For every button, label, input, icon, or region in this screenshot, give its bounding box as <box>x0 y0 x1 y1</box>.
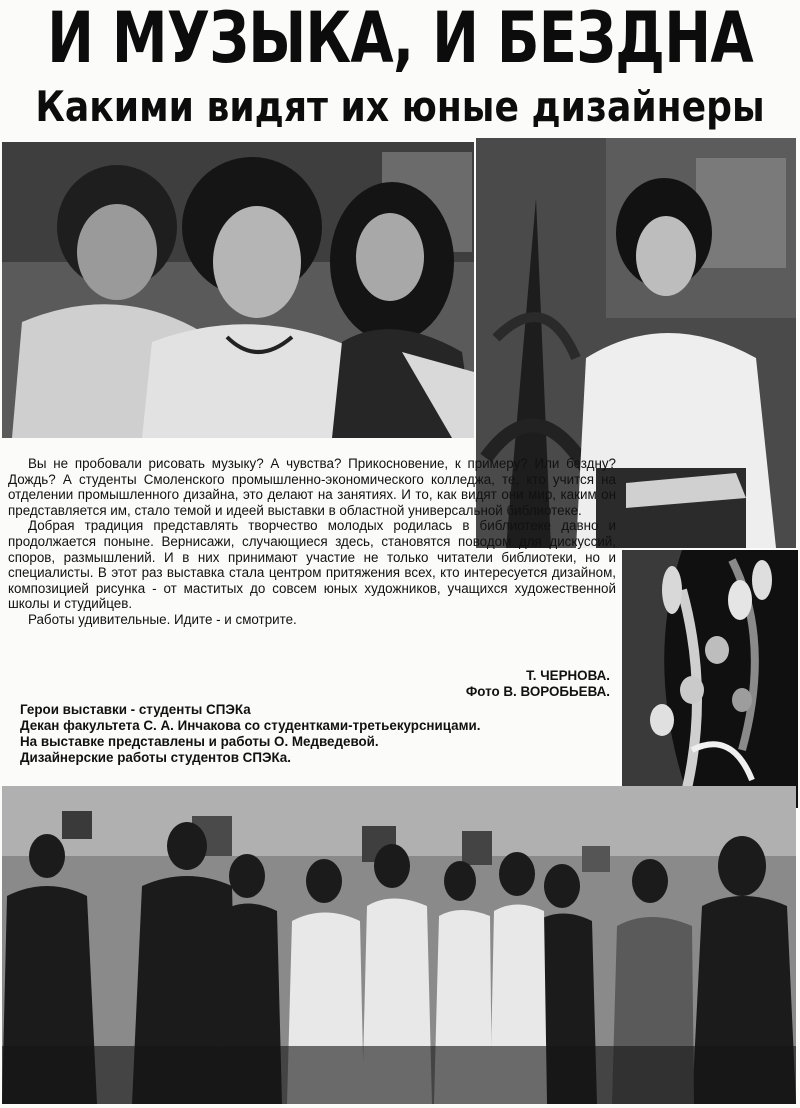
subheadline: Какими видят их юные дизайнеры <box>35 81 765 131</box>
photo-captions <box>20 702 616 766</box>
photo-design-artwork <box>620 548 798 808</box>
photo-credit: Фото В. ВОРОБЬЕВА. <box>465 684 610 699</box>
photo-three-students <box>2 142 474 438</box>
photo-exhibition-group <box>2 786 796 1104</box>
caption: Дизайнерские работы студентов СПЭКа. <box>20 750 291 765</box>
article-paragraph: Добрая традиция представлять творчество молодых родилась в библиотеке давно и продолжается поныне. Вернисажи, случающиеся здесь, становятся поводом для дискуссий, споров, размышлений. И в них принимают участие не только читатели библиотеки, но и специалисты. В этот раз выставка стала центром притяжения всех, кто интересуется дизайном, композицией рисунка - от маститых до совсем юных художников, учащихся художественной школы и студийцев. <box>8 518 616 612</box>
author-name: Т. ЧЕРНОВА. <box>526 668 610 683</box>
article-paragraph: Работы удивительные. Идите - и смотрите. <box>28 611 297 627</box>
headline: И МУЗЫКА, И БЕЗДНА <box>47 0 753 79</box>
article-body <box>8 456 616 628</box>
caption: Герои выставки - студенты СПЭКа <box>20 702 251 717</box>
caption: На выставке представлены и работы О. Медведевой. <box>20 734 379 749</box>
article-paragraph: Вы не пробовали рисовать музыку? А чувства? Прикосновение, к примеру? Или бездну? Дождь? А студенты Смоленского промышленно-экономического колледжа, те, кто учится на отделении промышленного дизайна, это делают на занятиях. И то, как видят они мир, каким он представляется им, стало темой и идеей выставки в областной универсальной библиотеке. <box>8 456 616 518</box>
caption: Декан факультета С. А. Инчакова со студентками-третьекурсницами. <box>20 718 481 733</box>
byline <box>8 668 610 700</box>
